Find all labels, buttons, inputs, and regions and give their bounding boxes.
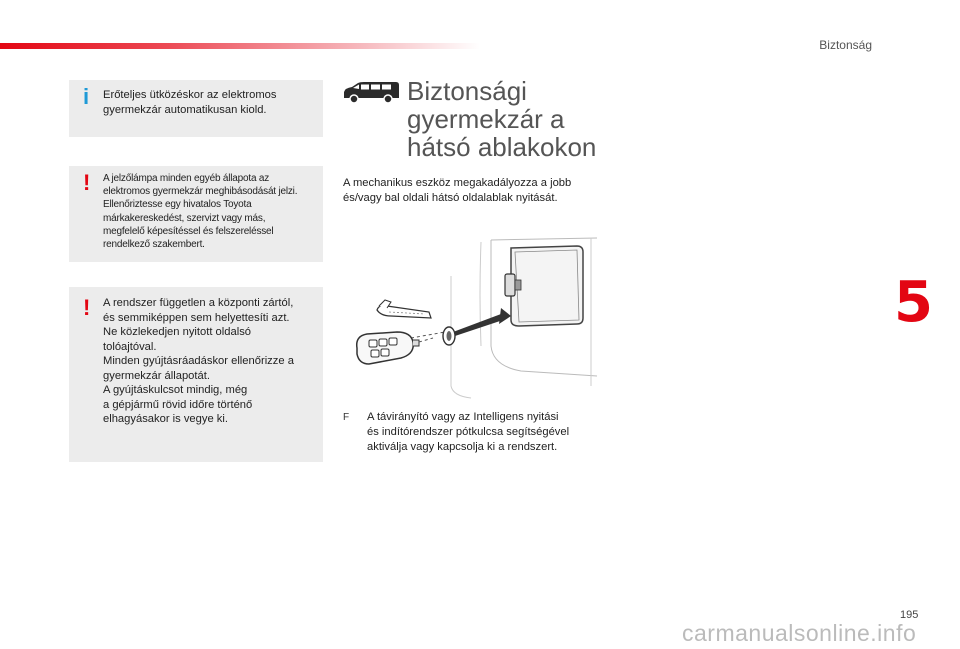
van-icon [342,80,400,104]
info-icon: i [83,84,90,109]
warning-icon: ! [83,295,91,320]
note-line: márkakereskedést, szervizt vagy más, [103,212,266,224]
note-line: elektromos gyermekzár meghibásodását jelzi. [103,186,298,198]
section-title: Biztonság [819,38,872,52]
note-line: és semmiképpen sem helyettesíti azt. [103,311,290,324]
page-number: 195 [900,609,919,621]
bullet-marker: F [343,412,350,423]
note-line: A rendszer független a központi zártól, [103,297,294,309]
note-line: A gyújtáskulcsot mindig, még [103,384,248,396]
paragraph-line: A mechanikus eszköz megakadályozza a jobb [343,177,572,189]
header-accent-bar [0,43,480,49]
warning-note-text [103,296,319,427]
note-line: megfelelő képesítéssel és felszereléssel [103,225,274,237]
note-line: Minden gyújtásráadáskor ellenőrizze a [103,355,294,367]
note-line: A jelzőlámpa minden egyéb állapota az [103,173,270,184]
warning-icon: ! [83,170,91,195]
warning-note-box [69,287,323,462]
intro-paragraph [343,176,571,206]
note-line: Erőteljes ütközéskor az elektromos [103,89,277,101]
title-line: gyermekzár a [407,104,565,134]
note-line: a gépjármű rövid időre történő [103,398,253,411]
note-line: elhagyásakor is vegye ki. [103,413,228,425]
warning-note-text [103,172,319,251]
note-line: tolóajtóval. [103,340,157,353]
note-line: Ellenőriztesse egy hivatalos Toyota [103,199,252,211]
page-title [407,77,596,161]
instruction-text [367,410,569,455]
note-line: Ne közlekedjen nyitott oldalsó [103,326,252,338]
child-lock-illustration [341,236,599,400]
paragraph-line: és/vagy bal oldali hátsó oldalablak nyitását. [343,192,558,204]
info-note-box [69,80,323,137]
instruction-line: A távirányító vagy az Intelligens nyitási [367,411,559,423]
chapter-number: 5 [894,270,933,335]
note-line: rendelkező szakembert. [103,239,205,251]
note-line: gyermekzár állapotát. [103,369,210,382]
warning-note-box [69,166,323,262]
title-line: hátsó ablakokon [407,132,597,162]
instruction-line: és indítórendszer pótkulcsa segítségével [367,426,570,438]
instruction-line: aktiválja vagy kapcsolja ki a rendszert. [367,441,558,453]
note-line: gyermekzár automatikusan kiold. [103,103,267,116]
watermark-text: carmanualsonline.info [682,620,917,646]
info-note-text [103,88,319,117]
title-line: Biztonsági [407,76,527,106]
